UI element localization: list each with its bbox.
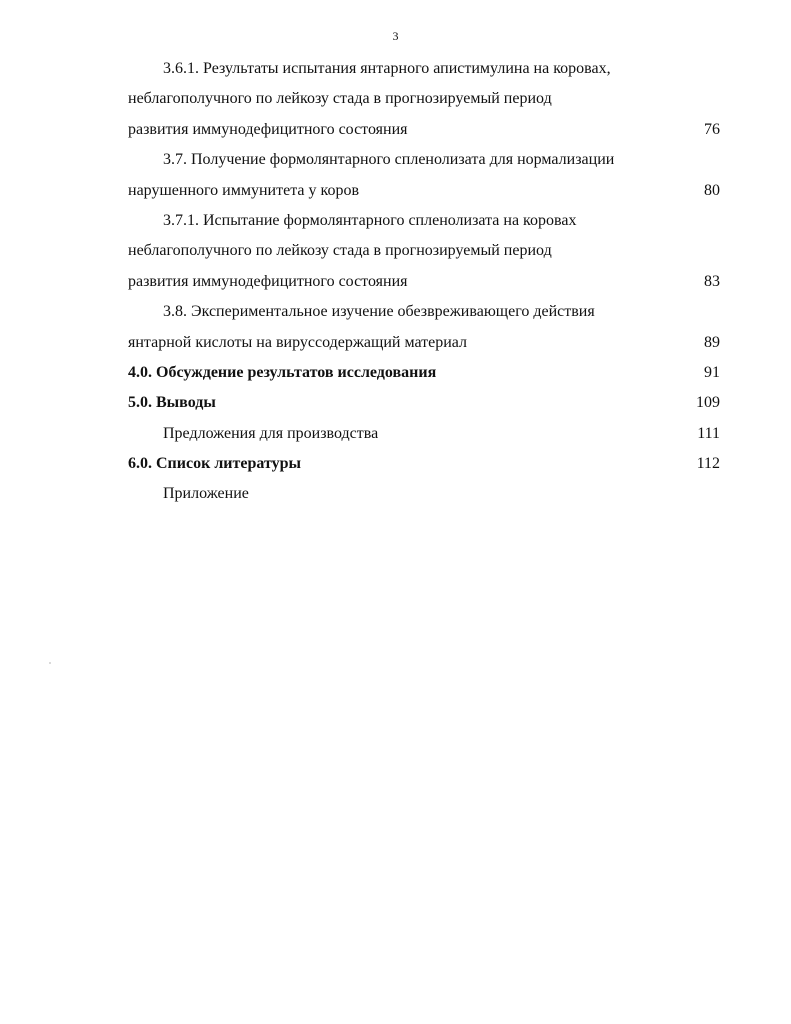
toc-heading: 5.0. Выводы	[128, 394, 216, 412]
toc-text: неблагополучного по лейкозу стада в прогнозируемый период	[128, 242, 552, 260]
toc-text: Предложения для производства	[163, 424, 379, 442]
toc-text: Приложение	[163, 485, 249, 503]
toc-entry-3-7-1-line1	[128, 206, 720, 236]
toc-entry-3-6-1-line3	[128, 115, 720, 145]
toc-entry-6-0	[128, 449, 720, 479]
toc-heading: 6.0. Список литературы	[128, 455, 301, 473]
toc-page-number: 112	[696, 455, 720, 473]
toc-page-number: 111	[697, 424, 720, 442]
table-of-contents	[128, 54, 720, 510]
toc-entry-appendix	[128, 479, 720, 509]
toc-entry-proposals	[128, 419, 720, 449]
toc-page-number: 89	[704, 333, 720, 351]
toc-text: янтарной кислоты на вируссодержащий материал	[128, 333, 468, 351]
toc-entry-3-7-line1	[128, 145, 720, 175]
toc-page-number: 83	[704, 272, 720, 290]
toc-entry-3-7-1-line2	[128, 236, 720, 266]
toc-text: 3.6.1. Результаты испытания янтарного апистимулина на коровах,	[163, 60, 611, 77]
scan-speck	[49, 662, 51, 664]
toc-text: развития иммунодефицитного состояния	[128, 120, 408, 138]
toc-entry-3-6-1-line1	[128, 54, 720, 84]
toc-text: нарушенного иммунитета у коров	[128, 181, 359, 199]
toc-entry-3-7-1-line3	[128, 267, 720, 297]
toc-text: 3.7. Получение формолянтарного спленолизата для нормализации	[163, 151, 615, 169]
toc-entry-3-7-line2	[128, 176, 720, 206]
toc-page-number: 91	[704, 363, 720, 381]
toc-entry-5-0	[128, 388, 720, 418]
page-number: 3	[392, 29, 399, 43]
toc-page-number: 80	[704, 181, 720, 199]
toc-page-number: 76	[704, 120, 720, 138]
toc-entry-3-8-line2	[128, 328, 720, 358]
toc-entry-3-8-line1	[128, 297, 720, 327]
toc-text: 3.7.1. Испытание формолянтарного спленолизата на коровах	[163, 211, 577, 229]
toc-entry-3-6-1-line2	[128, 84, 720, 114]
toc-text: 3.8. Экспериментальное изучение обезвреживающего действия	[163, 303, 595, 321]
toc-text: развития иммунодефицитного состояния	[128, 272, 408, 290]
toc-entry-4-0	[128, 358, 720, 388]
toc-heading: 4.0. Обсуждение результатов исследования	[128, 363, 437, 381]
toc-text: неблагополучного по лейкозу стада в прогнозируемый период	[128, 90, 552, 108]
toc-page-number: 109	[696, 394, 720, 412]
